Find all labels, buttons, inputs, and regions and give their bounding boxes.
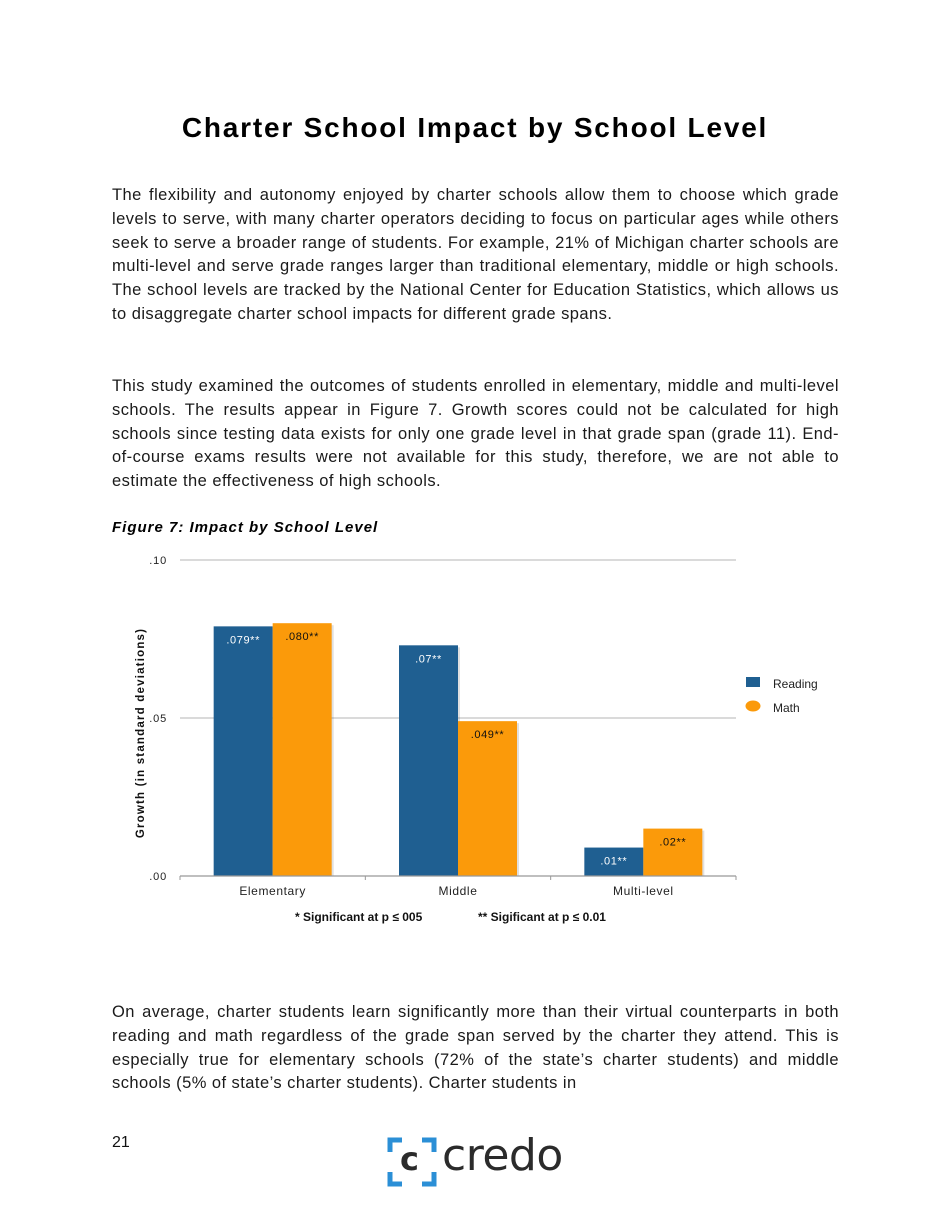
bar-value-label: .049**: [470, 729, 505, 742]
bar-reading: [399, 645, 458, 876]
chart-bars: [214, 623, 705, 876]
credo-logo-mark: c: [400, 1140, 419, 1178]
bar-math: [458, 721, 517, 876]
y-tick-label: .00: [149, 871, 167, 883]
x-category-label: Elementary: [239, 884, 307, 898]
credo-logo-text: credo: [442, 1130, 563, 1181]
x-category-label: Middle: [438, 884, 478, 898]
page-number: 21: [112, 1134, 130, 1151]
y-tick-label: .05: [149, 713, 167, 725]
chart-legend: [746, 677, 818, 715]
bar-reading: [214, 626, 273, 876]
chart-footnotes: [295, 910, 606, 924]
significance-footnote: ** Sigificant at p ≤ 0.01: [478, 910, 606, 924]
intro-paragraph: The flexibility and autonomy enjoyed by charter schools allow them to choose which grade levels to serve, with many charter operators deciding to focus on particular ages while others seek to serve a broader range of students. For example, 21% of Michigan charter schools are multi-level and serve grade ranges larger than traditional elementary, middle or high schools. The school levels are tracked by the National Center for Education Statistics, which allows us to disaggregate charter school impacts for different grade spans.: [112, 186, 839, 323]
legend-label: Reading: [773, 677, 818, 691]
y-tick-label: .10: [149, 555, 167, 567]
bar-value-label: .079**: [226, 634, 260, 647]
y-axis-label: Growth (in standard deviations): [135, 627, 147, 839]
legend-swatch-reading: [746, 677, 760, 687]
bar-value-label: .01**: [600, 855, 628, 868]
bar-value-label: .080**: [285, 631, 319, 644]
impact-bar-chart: [0, 540, 950, 940]
credo-logo: [386, 1130, 571, 1190]
bar-math: [273, 623, 332, 876]
x-category-label: Multi-level: [613, 884, 674, 898]
conclusion-paragraph: On average, charter students learn significantly more than their virtual counterparts in both reading and math regardless of the grade span served by the charter they attend. This is especially true for elementary schools (72% of the state’s charter students) and middle schools (5% of state’s charter students). Charter students in: [112, 1003, 839, 1093]
figure-caption: Figure 7: Impact by School Level: [112, 519, 379, 536]
legend-swatch-math: [746, 701, 761, 712]
bar-value-label: .07**: [415, 653, 442, 666]
legend-label: Math: [773, 701, 800, 715]
page-title: Charter School Impact by School Level: [181, 112, 769, 143]
bar-value-label: .02**: [659, 836, 687, 849]
significance-footnote: * Significant at p ≤ 005: [295, 910, 423, 924]
study-paragraph: This study examined the outcomes of students enrolled in elementary, middle and multi-level schools. The results appear in Figure 7. Growth scores could not be calculated for high schools since testing data exists for only one grade level in that grade span (grade 11). End-of-course exams results were not available for this study, therefore, we are not able to estimate the effectiveness of high schools.: [112, 377, 839, 491]
